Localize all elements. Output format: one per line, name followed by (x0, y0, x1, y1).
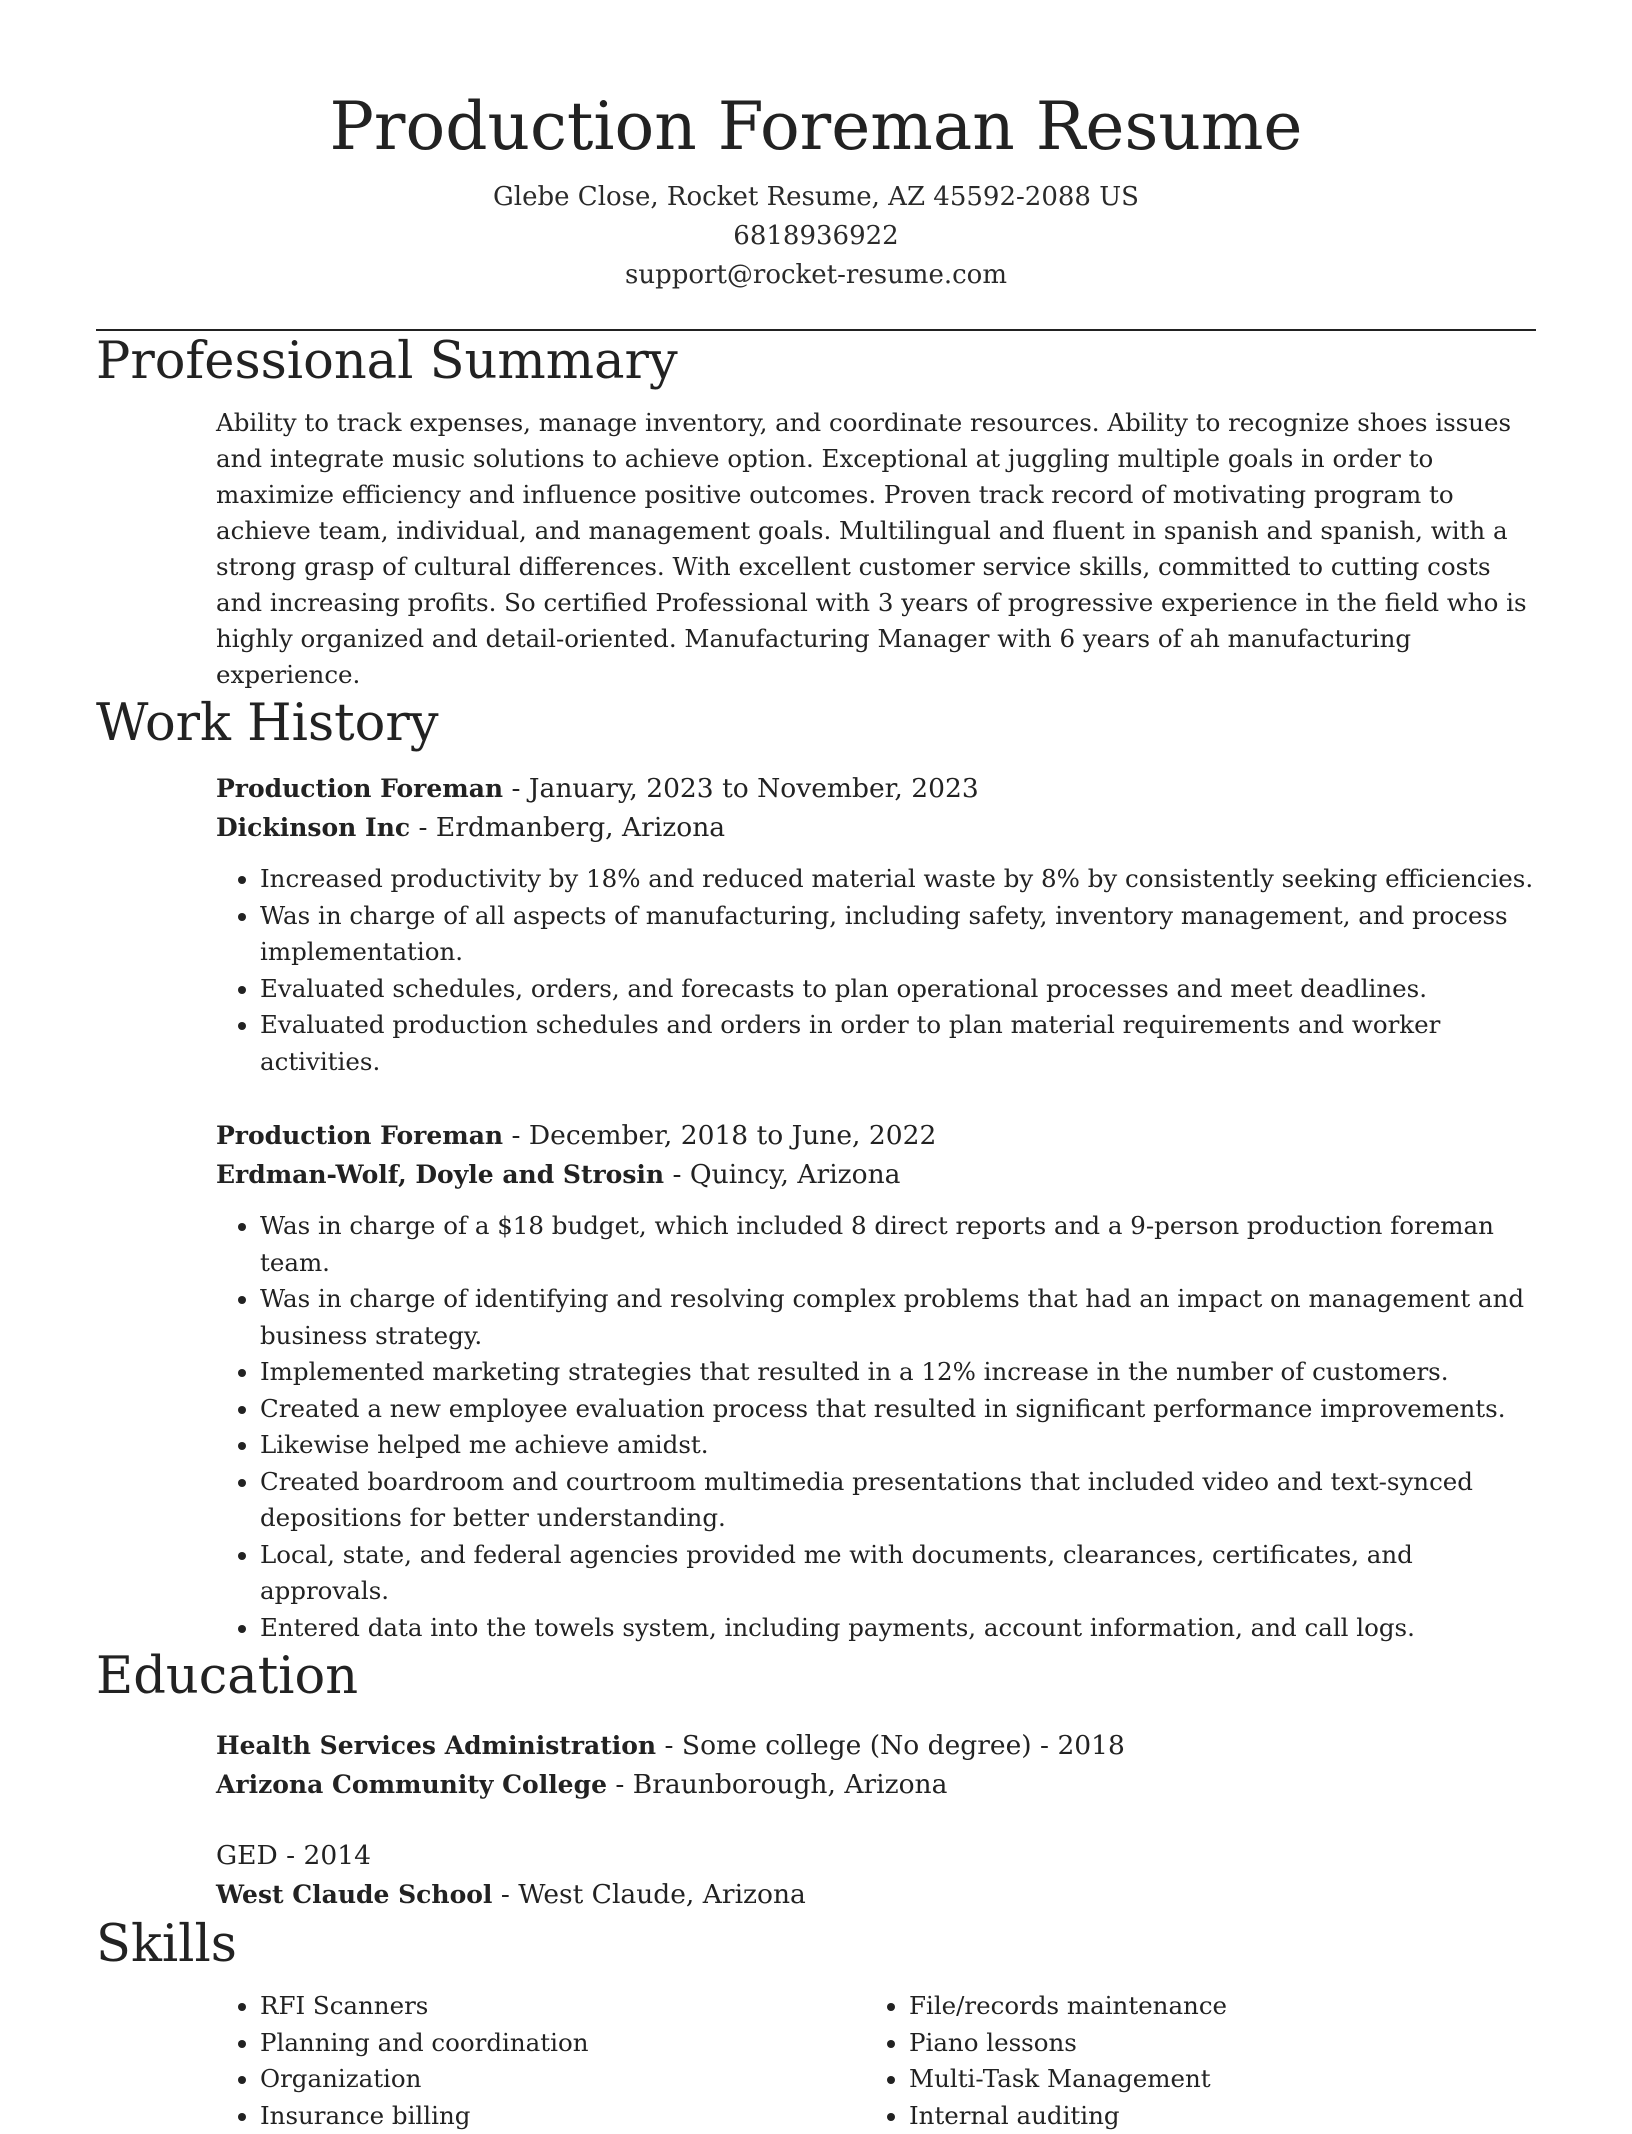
education-detail: GED - 2014 (216, 1840, 371, 1871)
job-title: Production Foreman (216, 1121, 503, 1150)
skill-item: • Multi-Task Management (909, 2061, 1514, 2098)
job-title-line (216, 1116, 1536, 1155)
summary-paragraph: Ability to track expenses, manage inventory, and coordinate resources. Ability to recognize shoes issues and integrate music solutions to achieve option. Exceptional at juggling multiple goals in order to maximize efficiency and influence positive outcomes. Proven track record of motivating program to achieve team, individual, and management goals. Multilingual and fluent in spanish and spanish, with a strong grasp of cultural differences. With excellent customer service skills, committed to cutting costs and increasing profits. So certified Professional with 3 years of progressive experience in the field who is highly organized and detail-oriented. Manufacturing Manager with 6 years of ah manufacturing experience. (216, 405, 1536, 693)
skill-item: • Piano lessons (909, 2025, 1514, 2062)
list-item: • Was in charge of all aspects of manufacturing, including safety, inventory management, and process implementation. (260, 898, 1536, 971)
skill-item: • RFI Scanners (260, 1988, 865, 2025)
list-item: • Entered data into the towels system, including payments, account information, and call logs. (260, 1610, 1536, 1647)
address-text: Glebe Close, Rocket Resume, AZ 45592-2088 US (96, 178, 1536, 217)
job-bullets (216, 861, 1536, 1080)
job-location: - Quincy, Arizona (664, 1159, 900, 1190)
education-school: West Claude School (216, 1880, 492, 1909)
job-dates: - January, 2023 to November, 2023 (503, 773, 979, 804)
education-degree: Health Services Administration (216, 1731, 656, 1760)
contact-info (96, 178, 1536, 295)
skills-column-right (865, 1988, 1514, 2134)
section-heading-skills: Skills (96, 1914, 1536, 1976)
resume-header (96, 0, 1536, 295)
job-title: Production Foreman (216, 774, 503, 803)
education-location: - West Claude, Arizona (492, 1879, 805, 1910)
email-text: support@rocket-resume.com (96, 256, 1536, 295)
education-entry (216, 1726, 1536, 1804)
list-item: • Created a new employee evaluation process that resulted in significant performance improvements. (260, 1391, 1536, 1428)
education-school-line (216, 1765, 1536, 1804)
education-location: - Braunborough, Arizona (607, 1769, 947, 1800)
list-item: • Local, state, and federal agencies provided me with documents, clearances, certificates, and approvals. (260, 1537, 1536, 1610)
skill-item: • Planning and coordination (260, 2025, 865, 2062)
list-item: • Was in charge of a $18 budget, which included 8 direct reports and a 9-person production foreman team. (260, 1208, 1536, 1281)
phone-text: 6818936922 (96, 217, 1536, 256)
education-detail: - Some college (No degree) - 2018 (656, 1730, 1125, 1761)
list-item: • Likewise helped me achieve amidst. (260, 1427, 1536, 1464)
education-school-line (216, 1875, 1536, 1914)
skill-item: • Insurance billing (260, 2098, 865, 2134)
skills-column-left (216, 1988, 865, 2134)
job-title-line (216, 769, 1536, 808)
page-title: Production Foreman Resume (96, 84, 1536, 170)
job-company-line (216, 808, 1536, 847)
list-item: • Was in charge of identifying and resolving complex problems that had an impact on management and business strategy. (260, 1281, 1536, 1354)
skills-list (216, 1988, 1536, 2134)
section-heading-work-history: Work History (96, 693, 1536, 755)
list-item: • Evaluated production schedules and orders in order to plan material requirements and worker activities. (260, 1007, 1536, 1080)
job-location: - Erdmanberg, Arizona (410, 812, 725, 843)
job-company-line (216, 1155, 1536, 1194)
list-item: • Implemented marketing strategies that resulted in a 12% increase in the number of customers. (260, 1354, 1536, 1391)
skill-item: • File/records maintenance (909, 1988, 1514, 2025)
job-company: Dickinson Inc (216, 813, 410, 842)
job-entry (216, 1116, 1536, 1646)
section-heading-education: Education (96, 1646, 1536, 1708)
education-degree-line (216, 1726, 1536, 1765)
job-dates: - December, 2018 to June, 2022 (503, 1120, 936, 1151)
job-bullets (216, 1208, 1536, 1646)
job-company: Erdman-Wolf, Doyle and Strosin (216, 1160, 664, 1189)
education-entry (216, 1836, 1536, 1914)
list-item: • Created boardroom and courtroom multimedia presentations that included video and text-synced depositions for better understanding. (260, 1464, 1536, 1537)
list-item: • Increased productivity by 18% and reduced material waste by 8% by consistently seeking efficiencies. (260, 861, 1536, 898)
job-entry (216, 769, 1536, 1080)
list-item: • Evaluated schedules, orders, and forecasts to plan operational processes and meet deadlines. (260, 971, 1536, 1008)
section-heading-summary: Professional Summary (96, 331, 1536, 393)
skill-item: • Internal auditing (909, 2098, 1514, 2134)
education-school: Arizona Community College (216, 1770, 607, 1799)
education-degree-line (216, 1836, 1536, 1875)
skill-item: • Organization (260, 2061, 865, 2098)
resume-page (96, 0, 1536, 2134)
